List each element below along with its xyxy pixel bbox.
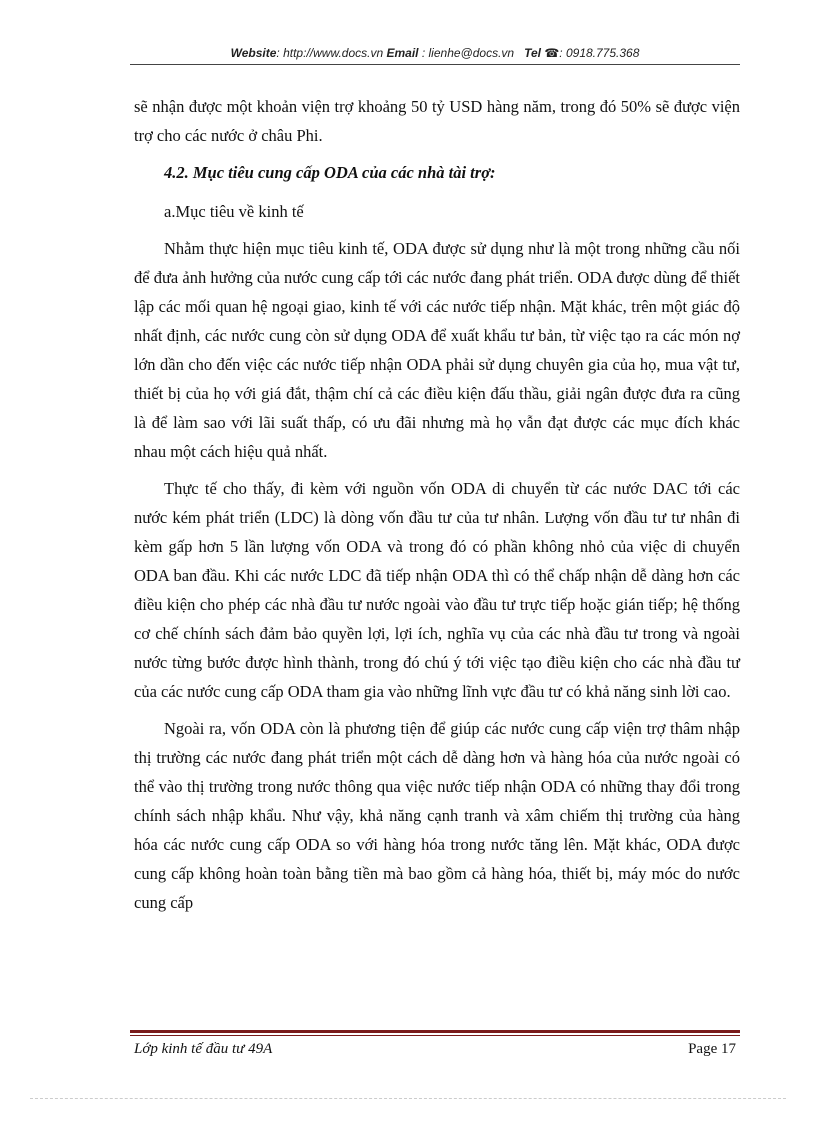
footer-divider-thin (130, 1035, 740, 1036)
phone-icon: ☎ (544, 46, 560, 60)
paragraph-1: Nhằm thực hiện mục tiêu kinh tế, ODA được sử dụng như là một trong những cầu nối để đưa ảnh hưởng của nước cung cấp tới các nước đang phát triển. ODA được dùng để thiết lập các mối quan hệ ngoại giao, kinh tế với các nước tiếp nhận. Mặt khác, trên một giác độ nhất định, các nước cung còn sử dụng ODA để xuất khẩu tư bản, từ việc tạo ra các món nợ lớn dần cho đến việc các nước tiếp nhận ODA phải sử dụng chuyên gia của họ, mua vật tư, thiết bị của họ với giá đắt, thậm chí cả các điều kiện đấu thầu, giải ngân được đưa ra cũng là để làm sao với lãi suất thấp, có ưu đãi nhưng mà họ vẫn đạt được các mục đích khác nhau một cách hiệu quả nhất. (134, 239, 740, 461)
footer-divider-thick (130, 1030, 740, 1033)
document-body (134, 92, 740, 925)
intro-paragraph: sẽ nhận được một khoản viện trợ khoảng 50 tỷ USD hàng năm, trong đó 50% sẽ được viện trợ cho các nước ở châu Phi. (134, 97, 740, 145)
page-header (130, 46, 740, 60)
paragraph-2: Thực tế cho thấy, đi kèm với nguồn vốn ODA di chuyển từ các nước DAC tới các nước kém phát triển (LDC) là dòng vốn đầu tư của tư nhân. Lượng vốn đầu tư tư nhân đi kèm gấp hơn 5 lần lượng vốn ODA và trong đó có phần không nhỏ của việc di chuyển ODA ban đầu. Khi các nước LDC đã tiếp nhận ODA thì có thể chấp nhận dễ dàng hơn các điều kiện cho phép các nhà đầu tư nước ngoài vào đầu tư trực tiếp hoặc gián tiếp; hệ thống cơ chế chính sách đảm bảo quyền lợi, lợi ích, nghĩa vụ của các nhà đầu tư trong và ngoài nước từng bước được hình thành, trong đó chú ý tới việc tạo điều kiện cho các nhà đầu tư của các nước cung cấp ODA tham gia vào những lĩnh vực đầu tư có khả năng sinh lời cao. (134, 479, 740, 701)
tel-value: : 0918.775.368 (559, 46, 640, 60)
email-label: Email (386, 46, 419, 60)
website-value[interactable]: : http://www.docs.vn (276, 46, 384, 60)
header-divider (130, 64, 740, 65)
section-heading: 4.2. Mục tiêu cung cấp ODA của các nhà tài trợ: (164, 163, 496, 182)
page-edge-divider (30, 1098, 786, 1099)
website-label: Website (230, 46, 277, 60)
subsection-heading: a.Mục tiêu về kinh tế (164, 202, 304, 221)
tel-label: Tel (524, 46, 541, 60)
footer-page-number: Page 17 (688, 1041, 736, 1057)
email-value[interactable]: : lienhe@docs.vn (421, 46, 515, 60)
paragraph-3: Ngoài ra, vốn ODA còn là phương tiện để giúp các nước cung cấp viện trợ thâm nhập thị trường các nước đang phát triển một cách dễ dàng hơn và hàng hóa của nước ngoài có thể vào thị trường trong nước thông qua việc nước tiếp nhận ODA có những thay đổi trong chính sách nhập khẩu. Như vậy, khả năng cạnh tranh và xâm chiếm thị trường của hàng hóa các nước cung cấp ODA so với hàng hóa trong nước tăng lên. Mặt khác, ODA được cung cấp không hoàn toàn bằng tiền mà bao gồm cả hàng hóa, thiết bị, máy móc do nước cung cấp (134, 719, 740, 912)
footer-class-name: Lớp kinh tế đầu tư 49A (134, 1041, 273, 1057)
